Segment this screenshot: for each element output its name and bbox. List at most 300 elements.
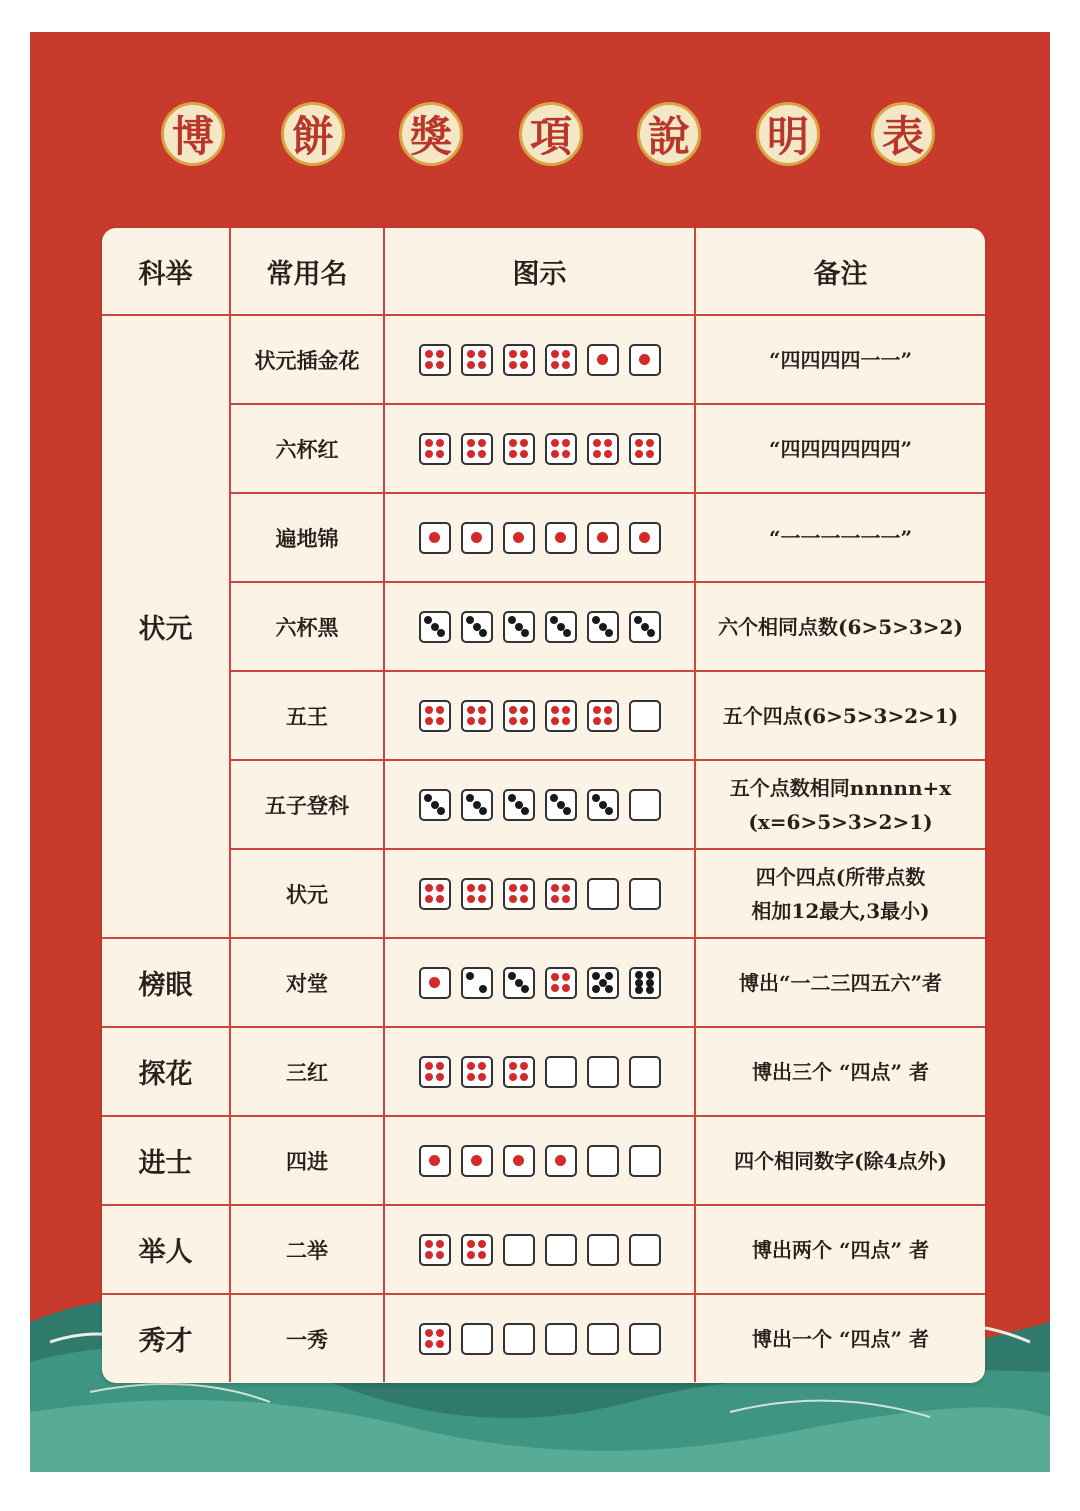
die-face-1-icon (587, 344, 619, 376)
dice-cell (384, 582, 695, 671)
pip (520, 1062, 528, 1070)
table-row (102, 404, 985, 493)
pip (425, 450, 433, 458)
dice-cell (384, 760, 695, 849)
die-face-1-icon (503, 1145, 535, 1177)
pip (509, 717, 517, 725)
die-blank-icon (629, 789, 661, 821)
pip (436, 450, 444, 458)
pip (639, 532, 650, 543)
pip (550, 616, 558, 624)
pip (551, 973, 559, 981)
pip (509, 706, 517, 714)
pip (562, 361, 570, 369)
die-face-1-icon (419, 967, 451, 999)
pip (635, 450, 643, 458)
pip (467, 439, 475, 447)
note-cell (695, 671, 985, 760)
title-char: 明 (756, 102, 820, 166)
pip (425, 884, 433, 892)
pip (478, 450, 486, 458)
die-face-3-icon (545, 789, 577, 821)
pip (508, 972, 516, 980)
pip (425, 1073, 433, 1081)
dice-cell (384, 1116, 695, 1205)
pip (424, 794, 432, 802)
pip (478, 895, 486, 903)
pip (635, 439, 643, 447)
dice-group (385, 789, 694, 821)
pip (605, 985, 613, 993)
die-face-3-icon (545, 611, 577, 643)
pip (592, 794, 600, 802)
pip (436, 895, 444, 903)
die-face-1-icon (545, 522, 577, 554)
table-row (102, 760, 985, 849)
table-row (102, 582, 985, 671)
name-cell: 一秀 (230, 1294, 384, 1382)
pip (604, 717, 612, 725)
note-cell (695, 315, 985, 404)
rank-cell: 进士 (102, 1116, 230, 1205)
pip (520, 1073, 528, 1081)
table-body (102, 315, 985, 1382)
dice-group (385, 1234, 694, 1266)
die-face-4-icon (503, 433, 535, 465)
prize-table-card (102, 228, 985, 1383)
pip (479, 629, 487, 637)
pip (634, 616, 642, 624)
die-face-4-icon (419, 1234, 451, 1266)
pip (562, 350, 570, 358)
die-face-3-icon (503, 967, 535, 999)
dice-group (385, 700, 694, 732)
title-char: 項 (519, 102, 583, 166)
die-face-3-icon (461, 789, 493, 821)
pip (436, 706, 444, 714)
pip (466, 616, 474, 624)
title-char: 獎 (399, 102, 463, 166)
pip (550, 794, 558, 802)
die-face-5-icon (587, 967, 619, 999)
pip (520, 361, 528, 369)
note-line: “四四四四一一” (768, 347, 912, 372)
pip (551, 884, 559, 892)
pip (478, 717, 486, 725)
note-cell (695, 1116, 985, 1205)
table-row (102, 1294, 985, 1382)
dice-group (385, 967, 694, 999)
pip (597, 532, 608, 543)
pip (551, 361, 559, 369)
pip (605, 807, 613, 815)
die-blank-icon (503, 1323, 535, 1355)
die-face-3-icon (419, 611, 451, 643)
die-face-4-icon (545, 967, 577, 999)
pip (520, 450, 528, 458)
die-blank-icon (629, 700, 661, 732)
pip (605, 972, 613, 980)
note-cell (695, 1294, 985, 1382)
pip (478, 439, 486, 447)
pip (647, 629, 655, 637)
pip (436, 884, 444, 892)
pip (551, 895, 559, 903)
table-row (102, 1205, 985, 1294)
die-face-4-icon (419, 1323, 451, 1355)
pip (593, 450, 601, 458)
die-face-2-icon (461, 967, 493, 999)
dice-group (385, 1056, 694, 1088)
pip (425, 1251, 433, 1259)
note-cell (695, 938, 985, 1027)
die-blank-icon (461, 1323, 493, 1355)
pip (597, 354, 608, 365)
header-dice: 图示 (384, 228, 695, 315)
pip (429, 532, 440, 543)
die-face-1-icon (461, 522, 493, 554)
pip (467, 717, 475, 725)
pip (520, 717, 528, 725)
note-line: 五个点数相同nnnnn+x (729, 775, 952, 800)
pip (520, 439, 528, 447)
pip (562, 717, 570, 725)
note-cell (695, 849, 985, 938)
die-face-3-icon (587, 789, 619, 821)
die-face-4-icon (419, 700, 451, 732)
pip (509, 361, 517, 369)
pip (436, 1251, 444, 1259)
die-face-4-icon (461, 700, 493, 732)
note-cell (695, 404, 985, 493)
die-blank-icon (587, 1234, 619, 1266)
pip (508, 794, 516, 802)
header-note: 备注 (695, 228, 985, 315)
die-face-4-icon (587, 433, 619, 465)
note-line: 五个四点(6>5>3>2>1) (722, 703, 959, 728)
pip (551, 984, 559, 992)
die-blank-icon (629, 1234, 661, 1266)
table-row (102, 493, 985, 582)
die-face-4-icon (503, 700, 535, 732)
die-face-1-icon (629, 344, 661, 376)
die-blank-icon (587, 1323, 619, 1355)
pip (425, 1329, 433, 1337)
table-row (102, 315, 985, 404)
note-cell (695, 493, 985, 582)
dice-group (385, 878, 694, 910)
die-blank-icon (587, 1056, 619, 1088)
die-face-4-icon (419, 1056, 451, 1088)
pip (593, 717, 601, 725)
pip (551, 350, 559, 358)
die-face-3-icon (629, 611, 661, 643)
name-cell: 状元 (230, 849, 384, 938)
die-face-4-icon (503, 1056, 535, 1088)
pip (424, 616, 432, 624)
rank-cell: 榜眼 (102, 938, 230, 1027)
pip (479, 985, 487, 993)
dice-cell (384, 938, 695, 1027)
die-blank-icon (629, 1056, 661, 1088)
dice-group (385, 344, 694, 376)
pip (436, 361, 444, 369)
note-line: 博出一个 “四点” 者 (752, 1326, 929, 1351)
pip (478, 361, 486, 369)
table-row (102, 938, 985, 1027)
title-char: 博 (161, 102, 225, 166)
note-line: 相加12最大,3最小) (751, 898, 930, 923)
pip (425, 361, 433, 369)
pip (509, 439, 517, 447)
name-cell: 对堂 (230, 938, 384, 1027)
dice-cell (384, 493, 695, 582)
die-blank-icon (545, 1234, 577, 1266)
pip (429, 977, 440, 988)
die-blank-icon (629, 878, 661, 910)
prize-table (102, 228, 985, 1382)
dice-group (385, 1145, 694, 1177)
rank-cell: 状元 (102, 315, 230, 938)
die-face-3-icon (587, 611, 619, 643)
pip (471, 532, 482, 543)
pip (563, 807, 571, 815)
pip (551, 450, 559, 458)
pip (478, 350, 486, 358)
pip (478, 884, 486, 892)
pip (513, 532, 524, 543)
die-face-4-icon (545, 700, 577, 732)
pip (471, 1155, 482, 1166)
table-row (102, 671, 985, 760)
die-face-1-icon (503, 522, 535, 554)
pip (646, 986, 654, 994)
name-cell: 状元插金花 (230, 315, 384, 404)
note-line: 博出“一二三四五六”者 (738, 970, 942, 995)
poster-background (30, 32, 1050, 1472)
pip (425, 1340, 433, 1348)
pip (478, 1062, 486, 1070)
pip (425, 717, 433, 725)
pip (467, 706, 475, 714)
die-face-4-icon (545, 878, 577, 910)
pip (604, 706, 612, 714)
die-blank-icon (587, 878, 619, 910)
header-rank: 科举 (102, 228, 230, 315)
rank-cell: 举人 (102, 1205, 230, 1294)
pip (562, 973, 570, 981)
pip (562, 884, 570, 892)
pip (520, 350, 528, 358)
pip (467, 895, 475, 903)
pip (562, 706, 570, 714)
note-line: “一一一一一一” (768, 525, 912, 550)
pip (562, 439, 570, 447)
die-face-6-icon (629, 967, 661, 999)
die-face-3-icon (419, 789, 451, 821)
pip (437, 629, 445, 637)
pip (592, 616, 600, 624)
die-face-1-icon (461, 1145, 493, 1177)
die-face-1-icon (587, 522, 619, 554)
dice-group (385, 433, 694, 465)
pip (604, 439, 612, 447)
note-line: “四四四四四四” (768, 436, 912, 461)
pip (520, 895, 528, 903)
pip (436, 1340, 444, 1348)
pip (467, 1062, 475, 1070)
dice-group (385, 1323, 694, 1355)
pip (555, 1155, 566, 1166)
note-cell (695, 582, 985, 671)
pip (551, 717, 559, 725)
title-char: 說 (637, 102, 701, 166)
pip (521, 807, 529, 815)
table-row (102, 1116, 985, 1205)
pip (646, 450, 654, 458)
name-cell: 五王 (230, 671, 384, 760)
die-face-4-icon (419, 433, 451, 465)
die-face-4-icon (419, 344, 451, 376)
rank-cell: 秀才 (102, 1294, 230, 1382)
pip (478, 706, 486, 714)
title-row (30, 102, 1050, 182)
pip (551, 439, 559, 447)
die-face-1-icon (545, 1145, 577, 1177)
pip (639, 354, 650, 365)
pip (436, 350, 444, 358)
note-line: (x=6>5>3>2>1) (748, 809, 933, 834)
die-face-4-icon (503, 344, 535, 376)
pip (509, 1062, 517, 1070)
name-cell: 遍地锦 (230, 493, 384, 582)
pip (509, 884, 517, 892)
pip (429, 1155, 440, 1166)
note-cell (695, 760, 985, 849)
dice-cell (384, 1027, 695, 1116)
die-blank-icon (629, 1323, 661, 1355)
name-cell: 三红 (230, 1027, 384, 1116)
die-face-4-icon (629, 433, 661, 465)
pip (478, 1240, 486, 1248)
pip (509, 895, 517, 903)
pip (592, 985, 600, 993)
dice-cell (384, 315, 695, 404)
pip (593, 439, 601, 447)
name-cell: 四进 (230, 1116, 384, 1205)
die-face-4-icon (419, 878, 451, 910)
die-face-1-icon (419, 522, 451, 554)
pip (467, 1073, 475, 1081)
dice-group (385, 611, 694, 643)
die-face-1-icon (419, 1145, 451, 1177)
pip (635, 986, 643, 994)
die-face-4-icon (461, 433, 493, 465)
pip (467, 350, 475, 358)
die-face-4-icon (461, 1056, 493, 1088)
pip (555, 532, 566, 543)
pip (509, 450, 517, 458)
die-face-3-icon (503, 789, 535, 821)
pip (436, 439, 444, 447)
name-cell: 六杯黑 (230, 582, 384, 671)
dice-group (385, 522, 694, 554)
pip (562, 895, 570, 903)
dice-cell (384, 404, 695, 493)
note-line: 博出三个 “四点” 者 (752, 1059, 929, 1084)
pip (425, 1240, 433, 1248)
pip (436, 1240, 444, 1248)
pip (513, 1155, 524, 1166)
die-face-4-icon (503, 878, 535, 910)
pip (466, 972, 474, 980)
pip (437, 807, 445, 815)
pip (425, 706, 433, 714)
dice-cell (384, 1205, 695, 1294)
pip (467, 1251, 475, 1259)
die-blank-icon (503, 1234, 535, 1266)
note-line: 四个四点(所带点数 (755, 864, 926, 889)
pip (425, 1062, 433, 1070)
die-blank-icon (629, 1145, 661, 1177)
pip (604, 450, 612, 458)
pip (436, 1329, 444, 1337)
note-line: 四个相同数字(除4点外) (734, 1148, 947, 1173)
pip (478, 1251, 486, 1259)
pip (467, 884, 475, 892)
die-blank-icon (587, 1145, 619, 1177)
header-name: 常用名 (230, 228, 384, 315)
dice-cell (384, 849, 695, 938)
note-cell (695, 1027, 985, 1116)
pip (467, 361, 475, 369)
pip (605, 629, 613, 637)
pip (520, 706, 528, 714)
pip (436, 717, 444, 725)
pip (562, 984, 570, 992)
pip (466, 794, 474, 802)
table-row (102, 1027, 985, 1116)
pip (425, 350, 433, 358)
name-cell: 二举 (230, 1205, 384, 1294)
dice-cell (384, 1294, 695, 1382)
pip (520, 884, 528, 892)
title-char: 表 (871, 102, 935, 166)
title-char: 餅 (281, 102, 345, 166)
name-cell: 五子登科 (230, 760, 384, 849)
die-face-4-icon (461, 878, 493, 910)
pip (425, 439, 433, 447)
pip (592, 972, 600, 980)
pip (436, 1062, 444, 1070)
pip (509, 1073, 517, 1081)
die-face-4-icon (461, 1234, 493, 1266)
pip (425, 895, 433, 903)
die-face-4-icon (587, 700, 619, 732)
die-face-4-icon (545, 433, 577, 465)
note-line: 六个相同点数(6>5>3>2) (718, 614, 963, 639)
rank-cell: 探花 (102, 1027, 230, 1116)
pip (562, 450, 570, 458)
pip (563, 629, 571, 637)
table-row (102, 849, 985, 938)
pip (436, 1073, 444, 1081)
pip (593, 706, 601, 714)
pip (521, 985, 529, 993)
pip (467, 450, 475, 458)
pip (646, 439, 654, 447)
die-face-3-icon (503, 611, 535, 643)
